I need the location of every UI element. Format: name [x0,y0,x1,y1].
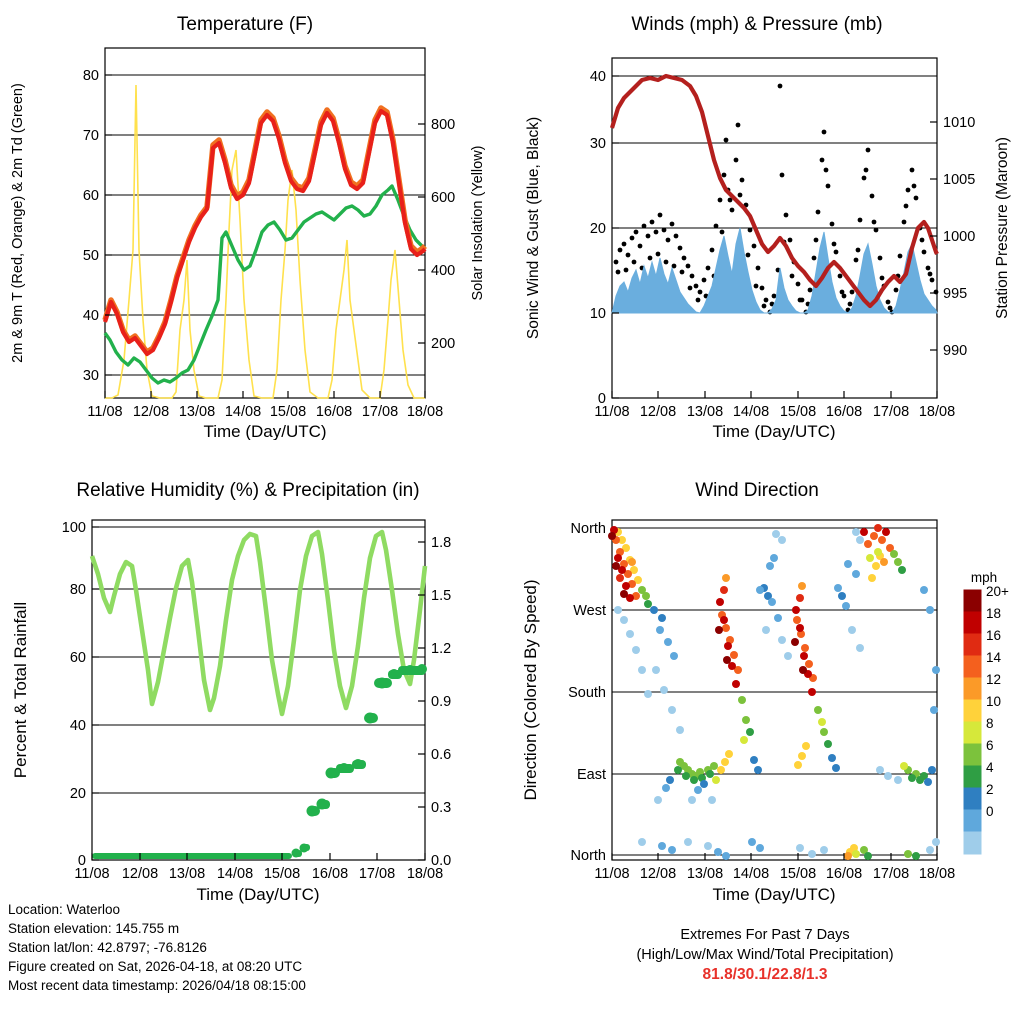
svg-text:15/08: 15/08 [779,404,817,420]
svg-text:990: 990 [943,343,968,359]
total-rainfall-series [92,664,427,859]
svg-text:16/08: 16/08 [311,866,349,882]
colorbar-swatch [964,656,981,678]
colorbar-swatch [964,612,981,634]
colorbar-labels [986,584,1009,819]
svg-text:16/08: 16/08 [825,866,863,882]
svg-text:0: 0 [77,853,86,869]
elevation-text: Station elevation: 145.755 m [8,921,180,936]
y-axis-ticks [568,521,606,864]
svg-text:40: 40 [82,308,99,324]
recent-timestamp-text: Most recent data timestamp: 2026/04/18 08:15:00 [8,978,306,993]
x-axis-tick-labels [87,404,443,420]
svg-text:1.2: 1.2 [431,641,452,657]
winds-title: Winds (mph) & Pressure (mb) [631,14,883,35]
svg-text:12/08: 12/08 [639,404,677,420]
svg-text:0.0: 0.0 [431,853,452,869]
svg-text:13/08: 13/08 [168,866,206,882]
relative-humidity-series [92,532,425,714]
svg-text:1.8: 1.8 [431,535,452,551]
svg-text:20+: 20+ [986,584,1009,599]
svg-text:East: East [576,767,606,783]
location-text: Location: Waterloo [8,902,121,917]
colorbar-swatch [964,634,981,656]
humidity-title: Relative Humidity (%) & Precipitation (in) [76,480,420,501]
svg-text:16: 16 [986,628,1002,643]
svg-text:North: North [570,848,606,864]
extremes-subtitle: (High/Low/Max Wind/Total Precipitation) [636,947,894,963]
y-axis-left-ticks [62,520,86,869]
y-axis-right-ticks [431,117,455,352]
svg-text:70: 70 [82,128,99,144]
svg-text:14: 14 [986,650,1002,665]
winds-pressure-panel [512,0,1024,440]
y-axis-right-tick-marks [418,124,425,343]
x-axis-tick-labels [594,866,955,882]
winddir-xlabel: Time (Day/UTC) [712,885,836,904]
colorbar-title: mph [970,570,998,585]
svg-text:40: 40 [589,69,606,85]
svg-text:12: 12 [986,672,1002,687]
svg-text:0.9: 0.9 [431,694,452,710]
svg-text:14/08: 14/08 [224,404,262,420]
latlon-text: Station lat/lon: 42.8797; -76.8126 [8,940,207,955]
winddir-title: Wind Direction [695,480,819,501]
x-axis-tick-labels [594,404,955,420]
svg-text:1000: 1000 [943,229,976,245]
x-axis-tick-marks [612,853,937,860]
temperature-ylabel-left: 2m & 9m T (Red, Orange) & 2m Td (Green) [10,83,26,363]
svg-text:15/08: 15/08 [263,866,301,882]
colorbar-swatch [964,766,981,788]
wind-speed-colorbar [964,570,1009,854]
svg-text:13/08: 13/08 [178,404,216,420]
svg-text:600: 600 [431,190,456,206]
temperature-panel [0,0,512,440]
svg-text:17/08: 17/08 [361,404,399,420]
svg-text:13/08: 13/08 [686,404,724,420]
svg-text:20: 20 [69,786,86,802]
svg-text:11/08: 11/08 [594,866,630,882]
colorbar-swatch [964,678,981,700]
svg-text:30: 30 [82,368,99,384]
svg-text:0.6: 0.6 [431,747,452,763]
winds-ylabel-right: Station Pressure (Maroon) [994,137,1011,319]
svg-text:North: North [570,521,606,537]
winddir-ylabel: Direction (Colored By Speed) [521,579,540,801]
svg-text:1010: 1010 [943,115,976,131]
y-axis-left-ticks [83,68,99,384]
svg-text:11/08: 11/08 [594,404,630,420]
colorbar-swatch [964,810,981,832]
colorbar-swatch [964,832,981,854]
svg-text:1005: 1005 [943,172,976,188]
svg-text:11/08: 11/08 [87,404,123,420]
svg-text:18: 18 [986,606,1002,621]
wind-direction-panel [512,470,1024,910]
svg-text:0.3: 0.3 [431,800,452,816]
svg-text:60: 60 [82,188,99,204]
colorbar-swatch [964,722,981,744]
svg-text:17/08: 17/08 [358,866,396,882]
svg-text:13/08: 13/08 [686,866,724,882]
svg-text:West: West [573,603,606,619]
svg-text:1.5: 1.5 [431,588,452,604]
temperature-xlabel: Time (Day/UTC) [203,422,327,440]
wind-direction-chart [512,470,1024,910]
svg-text:60: 60 [69,650,86,666]
y-axis-left-ticks-marks [105,75,112,375]
station-metadata [8,900,306,995]
humidity-precip-chart [0,470,512,910]
colorbar-swatch [964,700,981,722]
temperature-title: Temperature (F) [176,14,314,35]
svg-text:100: 100 [61,520,86,536]
svg-text:14/08: 14/08 [216,866,254,882]
x-axis-tick-labels [74,866,443,882]
svg-text:200: 200 [431,336,456,352]
svg-text:8: 8 [986,716,994,731]
x-axis-tick-marks [612,391,937,398]
humidity-precip-panel [0,470,512,910]
temperature-ylabel-right: Solar Insolation (Yellow) [470,145,486,301]
temperature-2m-series [105,111,425,354]
svg-text:80: 80 [82,68,99,84]
humidity-ylabel-left: Percent & Total Rainfall [11,601,30,779]
svg-text:14/08: 14/08 [732,404,770,420]
winds-ylabel-left: Sonic Wind & Gust (Blue, Black) [525,116,542,340]
svg-text:17/08: 17/08 [872,404,910,420]
dewpoint-series [105,186,425,383]
svg-text:18/08: 18/08 [406,404,444,420]
y-axis-left-ticks [590,69,606,407]
extremes-title: Extremes For Past 7 Days [680,927,850,943]
colorbar-swatch [964,590,981,612]
temperature-chart [0,0,512,440]
svg-text:0: 0 [597,391,606,407]
svg-text:800: 800 [431,117,456,133]
svg-text:50: 50 [82,248,99,264]
svg-text:400: 400 [431,263,456,279]
svg-text:12/08: 12/08 [121,866,159,882]
plot-frame [92,520,425,860]
extremes-summary [530,925,1000,985]
humidity-xlabel: Time (Day/UTC) [196,885,320,904]
svg-text:80: 80 [69,582,86,598]
colorbar-swatch [964,788,981,810]
y-axis-right-tick-marks [930,122,937,350]
figure-created-text: Figure created on Sat, 2026-04-18, at 08:20 UTC [8,959,303,974]
svg-text:14/08: 14/08 [732,866,770,882]
svg-text:4: 4 [986,760,994,775]
svg-text:10: 10 [986,694,1002,709]
y-axis-right-ticks [943,115,975,359]
svg-text:11/08: 11/08 [74,866,110,882]
y-axis-right-ticks [431,535,451,869]
svg-text:South: South [568,685,606,701]
svg-text:10: 10 [589,306,606,322]
svg-text:20: 20 [589,221,606,237]
svg-text:30: 30 [589,136,606,152]
svg-text:18/08: 18/08 [918,866,956,882]
svg-text:18/08: 18/08 [406,866,444,882]
svg-text:12/08: 12/08 [639,866,677,882]
winds-xlabel: Time (Day/UTC) [712,422,836,440]
svg-text:15/08: 15/08 [269,404,307,420]
svg-text:0: 0 [986,804,994,819]
svg-text:12/08: 12/08 [132,404,170,420]
svg-text:18/08: 18/08 [918,404,956,420]
svg-text:16/08: 16/08 [315,404,353,420]
extremes-values: 81.8/30.1/22.8/1.3 [702,966,828,983]
svg-text:995: 995 [943,286,968,302]
svg-text:17/08: 17/08 [872,866,910,882]
winds-pressure-chart [512,0,1024,440]
colorbar-swatch [964,744,981,766]
svg-text:2: 2 [986,782,994,797]
svg-text:15/08: 15/08 [779,866,817,882]
svg-text:16/08: 16/08 [825,404,863,420]
svg-text:6: 6 [986,738,994,753]
svg-text:40: 40 [69,718,86,734]
